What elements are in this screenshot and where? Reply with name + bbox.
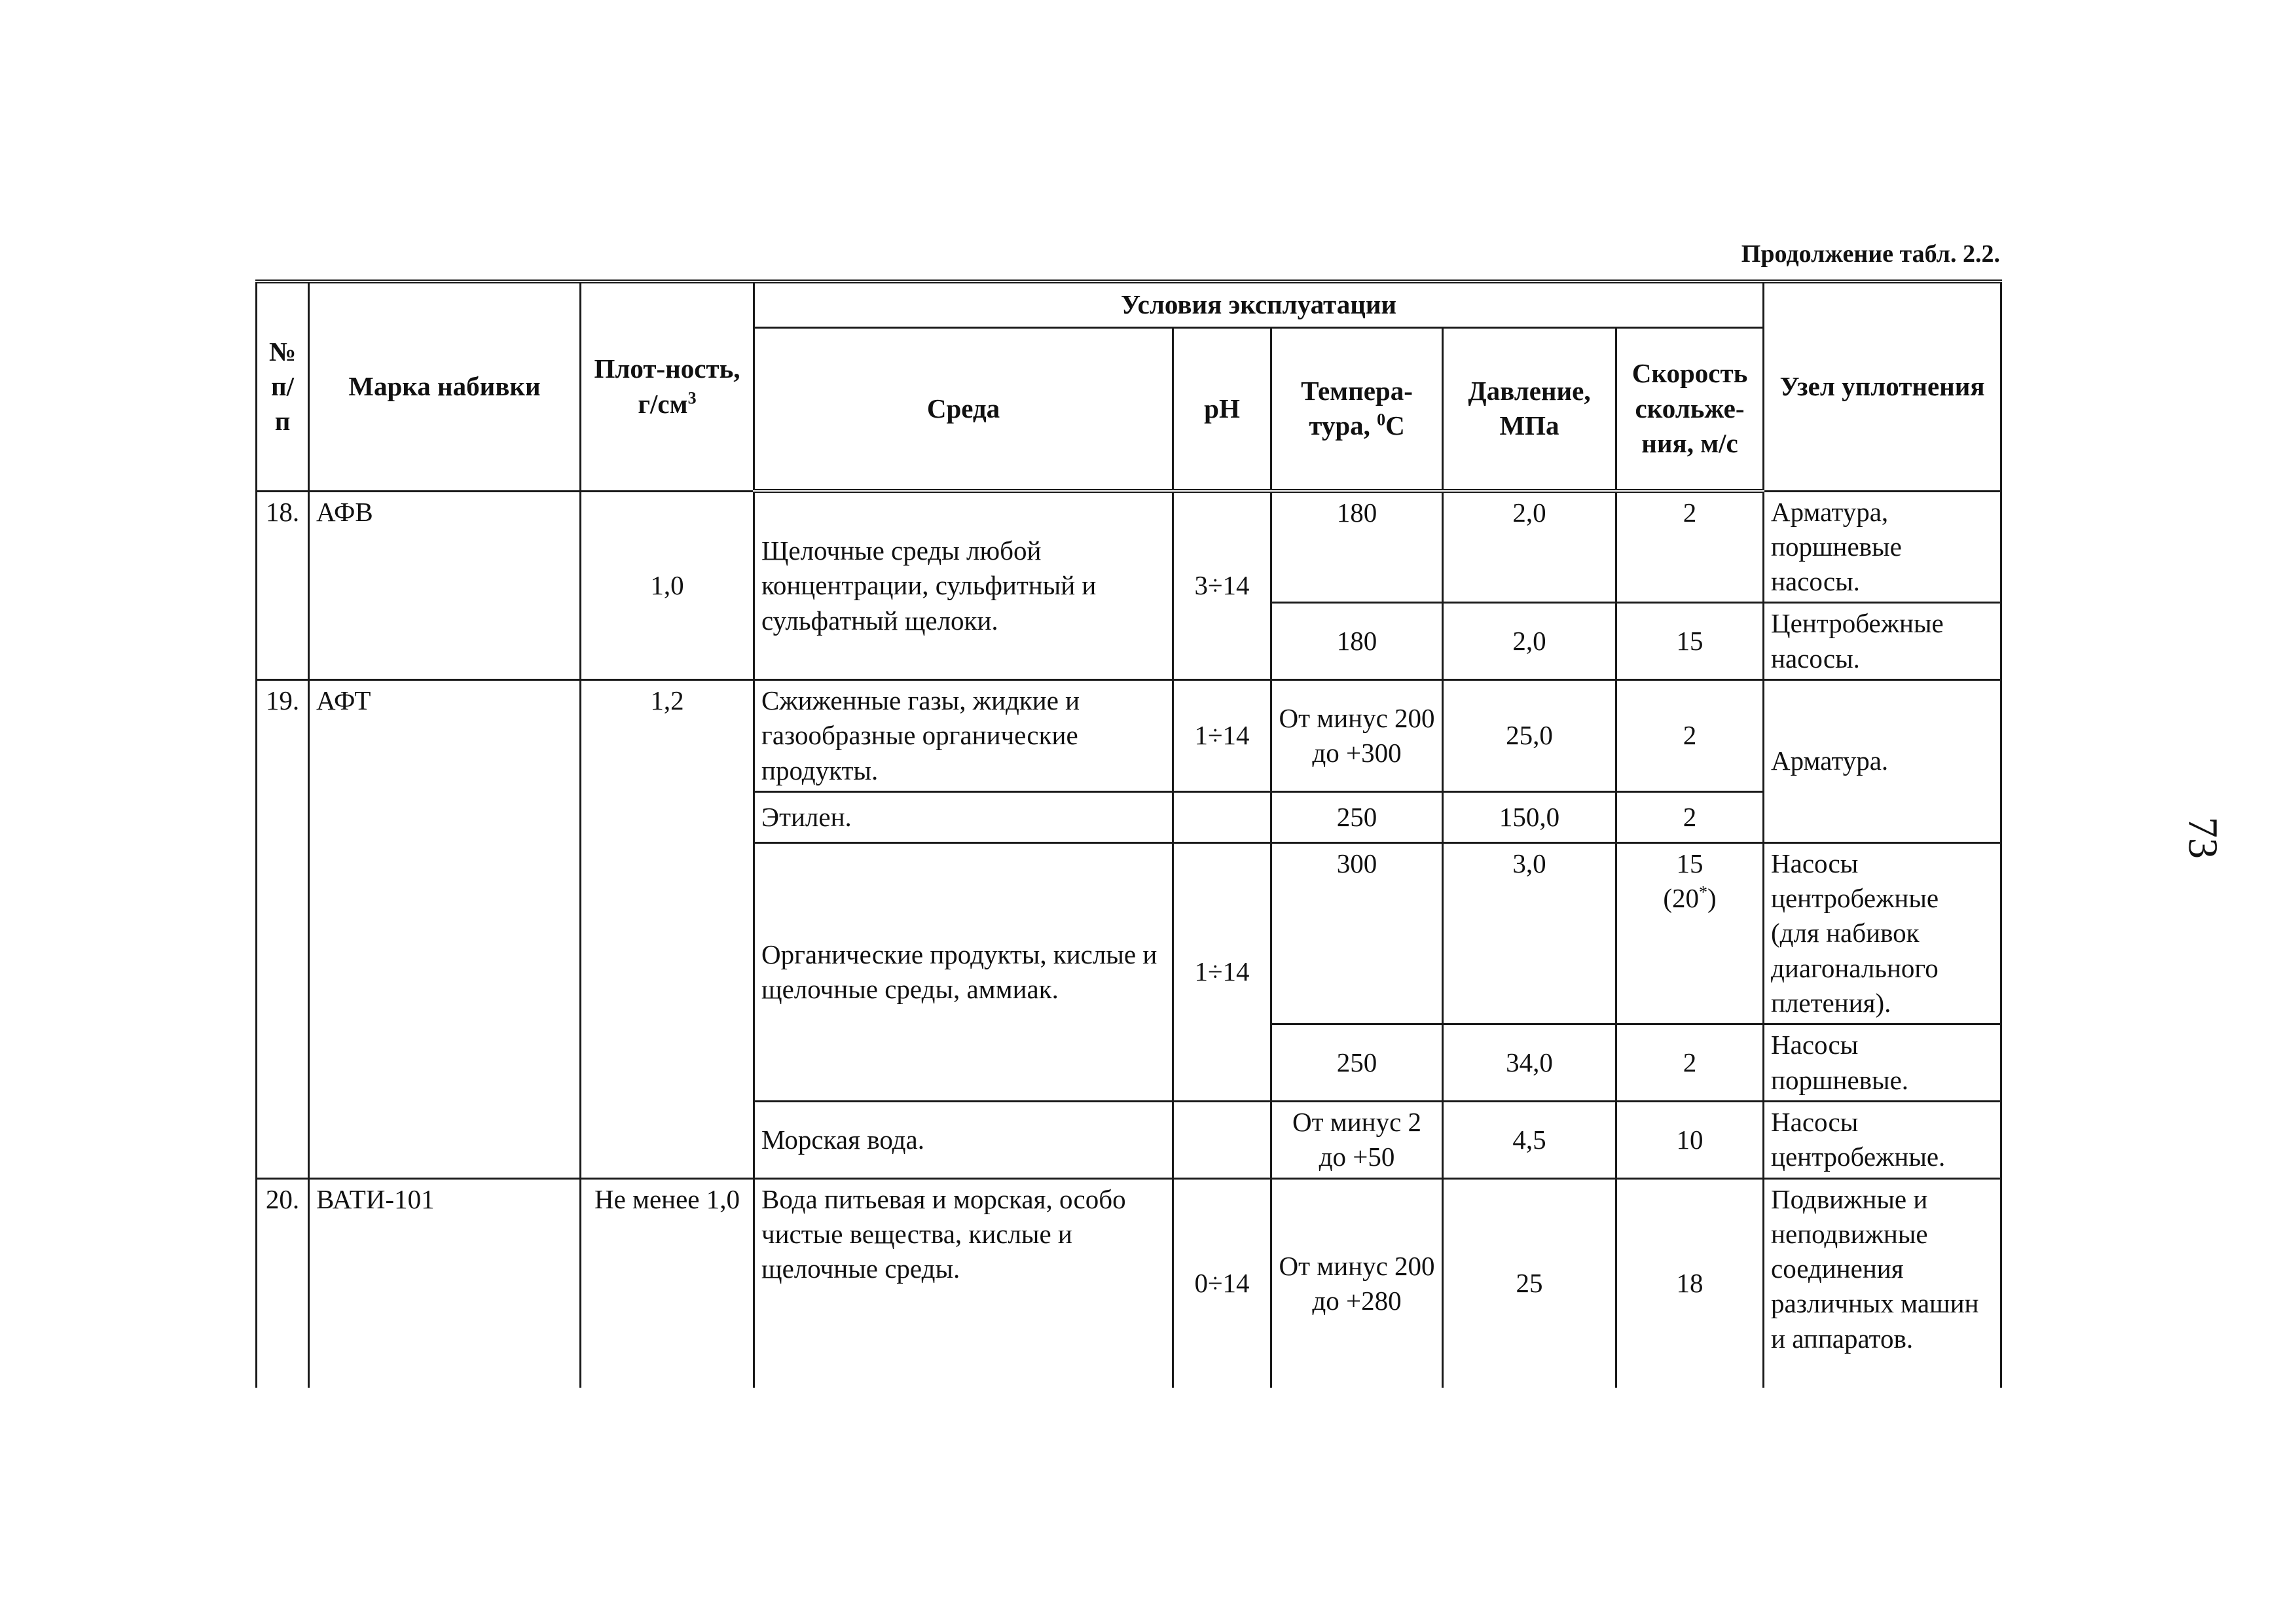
col-speed-header: Скорость скольже-ния, м/с — [1616, 327, 1764, 491]
row-pressure: 150,0 — [1443, 791, 1616, 842]
row-num: 20. — [257, 1178, 309, 1388]
speed-footnote-mark: * — [1699, 882, 1708, 902]
row-pressure: 25,0 — [1443, 679, 1616, 791]
row-medium: Щелочные среды любой концентрации, сульфитный и сульфатный щелоки. — [754, 491, 1173, 679]
row-unit: Арматура, поршневые насосы. — [1764, 491, 2001, 603]
row-ph: 3÷14 — [1173, 491, 1271, 679]
col-brand-header: Марка набивки — [309, 281, 581, 491]
row-speed: 15 — [1616, 603, 1764, 680]
row-num: 19. — [257, 679, 309, 1178]
density-label: Плот-ность, г/см — [594, 353, 740, 419]
row-medium: Сжиженные газы, жидкие и газообразные органические продукты. — [754, 679, 1173, 791]
row-speed: 2 — [1616, 679, 1764, 791]
row-pressure: 2,0 — [1443, 491, 1616, 603]
row-medium: Вода питьевая и морская, особо чистые вещества, кислые и щелочные среды. — [754, 1178, 1173, 1388]
temp-label: Темпера-тура, — [1301, 375, 1413, 441]
row-brand: ВАТИ-101 — [309, 1178, 581, 1388]
table-row — [257, 679, 2001, 791]
row-temp: 250 — [1271, 791, 1443, 842]
row-unit: Насосы поршневые. — [1764, 1024, 2001, 1102]
row-speed: 2 — [1616, 791, 1764, 842]
col-medium-header: Среда — [754, 327, 1173, 491]
row-speed: 18 — [1616, 1178, 1764, 1388]
temp-sup: 0 — [1377, 410, 1386, 429]
row-unit: Насосы центробежные (для набивок диагонального плетения). — [1764, 842, 2001, 1024]
table-row — [257, 1178, 2001, 1388]
row-medium: Этилен. — [754, 791, 1173, 842]
row-pressure: 3,0 — [1443, 842, 1616, 1024]
row-speed: 2 — [1616, 491, 1764, 603]
row-unit: Насосы центробежные. — [1764, 1101, 2001, 1178]
row-temp: От минус 200 до +280 — [1271, 1178, 1443, 1388]
col-unit-header: Узел уплотнения — [1764, 281, 2001, 491]
row-ph-empty — [1173, 1101, 1271, 1178]
row-unit: Центробежные насосы. — [1764, 603, 2001, 680]
conditions-header: Условия эксплуатации — [754, 281, 1764, 327]
col-density-header — [581, 281, 754, 491]
col-pressure-header: Давление, МПа — [1443, 327, 1616, 491]
specs-table — [255, 280, 2002, 1388]
col-ph-header: pH — [1173, 327, 1271, 491]
density-sup: 3 — [687, 388, 697, 408]
row-temp: 300 — [1271, 842, 1443, 1024]
row-medium: Морская вода. — [754, 1101, 1173, 1178]
speed-extra-close: ) — [1707, 883, 1717, 914]
row-ph: 1÷14 — [1173, 679, 1271, 791]
row-speed — [1616, 842, 1764, 1024]
row-density: 1,2 — [581, 679, 754, 1178]
col-temp-header — [1271, 327, 1443, 491]
row-ph: 0÷14 — [1173, 1178, 1271, 1388]
row-pressure: 4,5 — [1443, 1101, 1616, 1178]
table-row — [257, 491, 2001, 603]
row-pressure: 25 — [1443, 1178, 1616, 1388]
row-temp: 250 — [1271, 1024, 1443, 1102]
row-temp: От минус 200 до +300 — [1271, 679, 1443, 791]
row-medium: Органические продукты, кислые и щелочные среды, аммиак. — [754, 842, 1173, 1101]
row-density: Не менее 1,0 — [581, 1178, 754, 1388]
speed-value: 15 — [1676, 848, 1704, 878]
row-brand: АФТ — [309, 679, 581, 1178]
table-caption: Продолжение табл. 2.2. — [1741, 240, 2000, 268]
row-ph-empty — [1173, 791, 1271, 842]
row-speed: 2 — [1616, 1024, 1764, 1102]
row-unit: Подвижные и неподвижные соединения различных машин и аппаратов. — [1764, 1178, 2001, 1388]
row-unit: Арматура. — [1764, 679, 2001, 842]
speed-extra: (20 — [1663, 883, 1700, 914]
row-brand: АФВ — [309, 491, 581, 679]
row-pressure: 34,0 — [1443, 1024, 1616, 1102]
col-num-header: № п/п — [257, 281, 309, 491]
row-num: 18. — [257, 491, 309, 679]
row-temp: От минус 2 до +50 — [1271, 1101, 1443, 1178]
row-density: 1,0 — [581, 491, 754, 679]
row-speed: 10 — [1616, 1101, 1764, 1178]
row-ph: 1÷14 — [1173, 842, 1271, 1101]
row-temp: 180 — [1271, 491, 1443, 603]
row-pressure: 2,0 — [1443, 603, 1616, 680]
row-temp: 180 — [1271, 603, 1443, 680]
temp-unit: С — [1385, 410, 1405, 441]
page-number: 73 — [2180, 817, 2227, 859]
